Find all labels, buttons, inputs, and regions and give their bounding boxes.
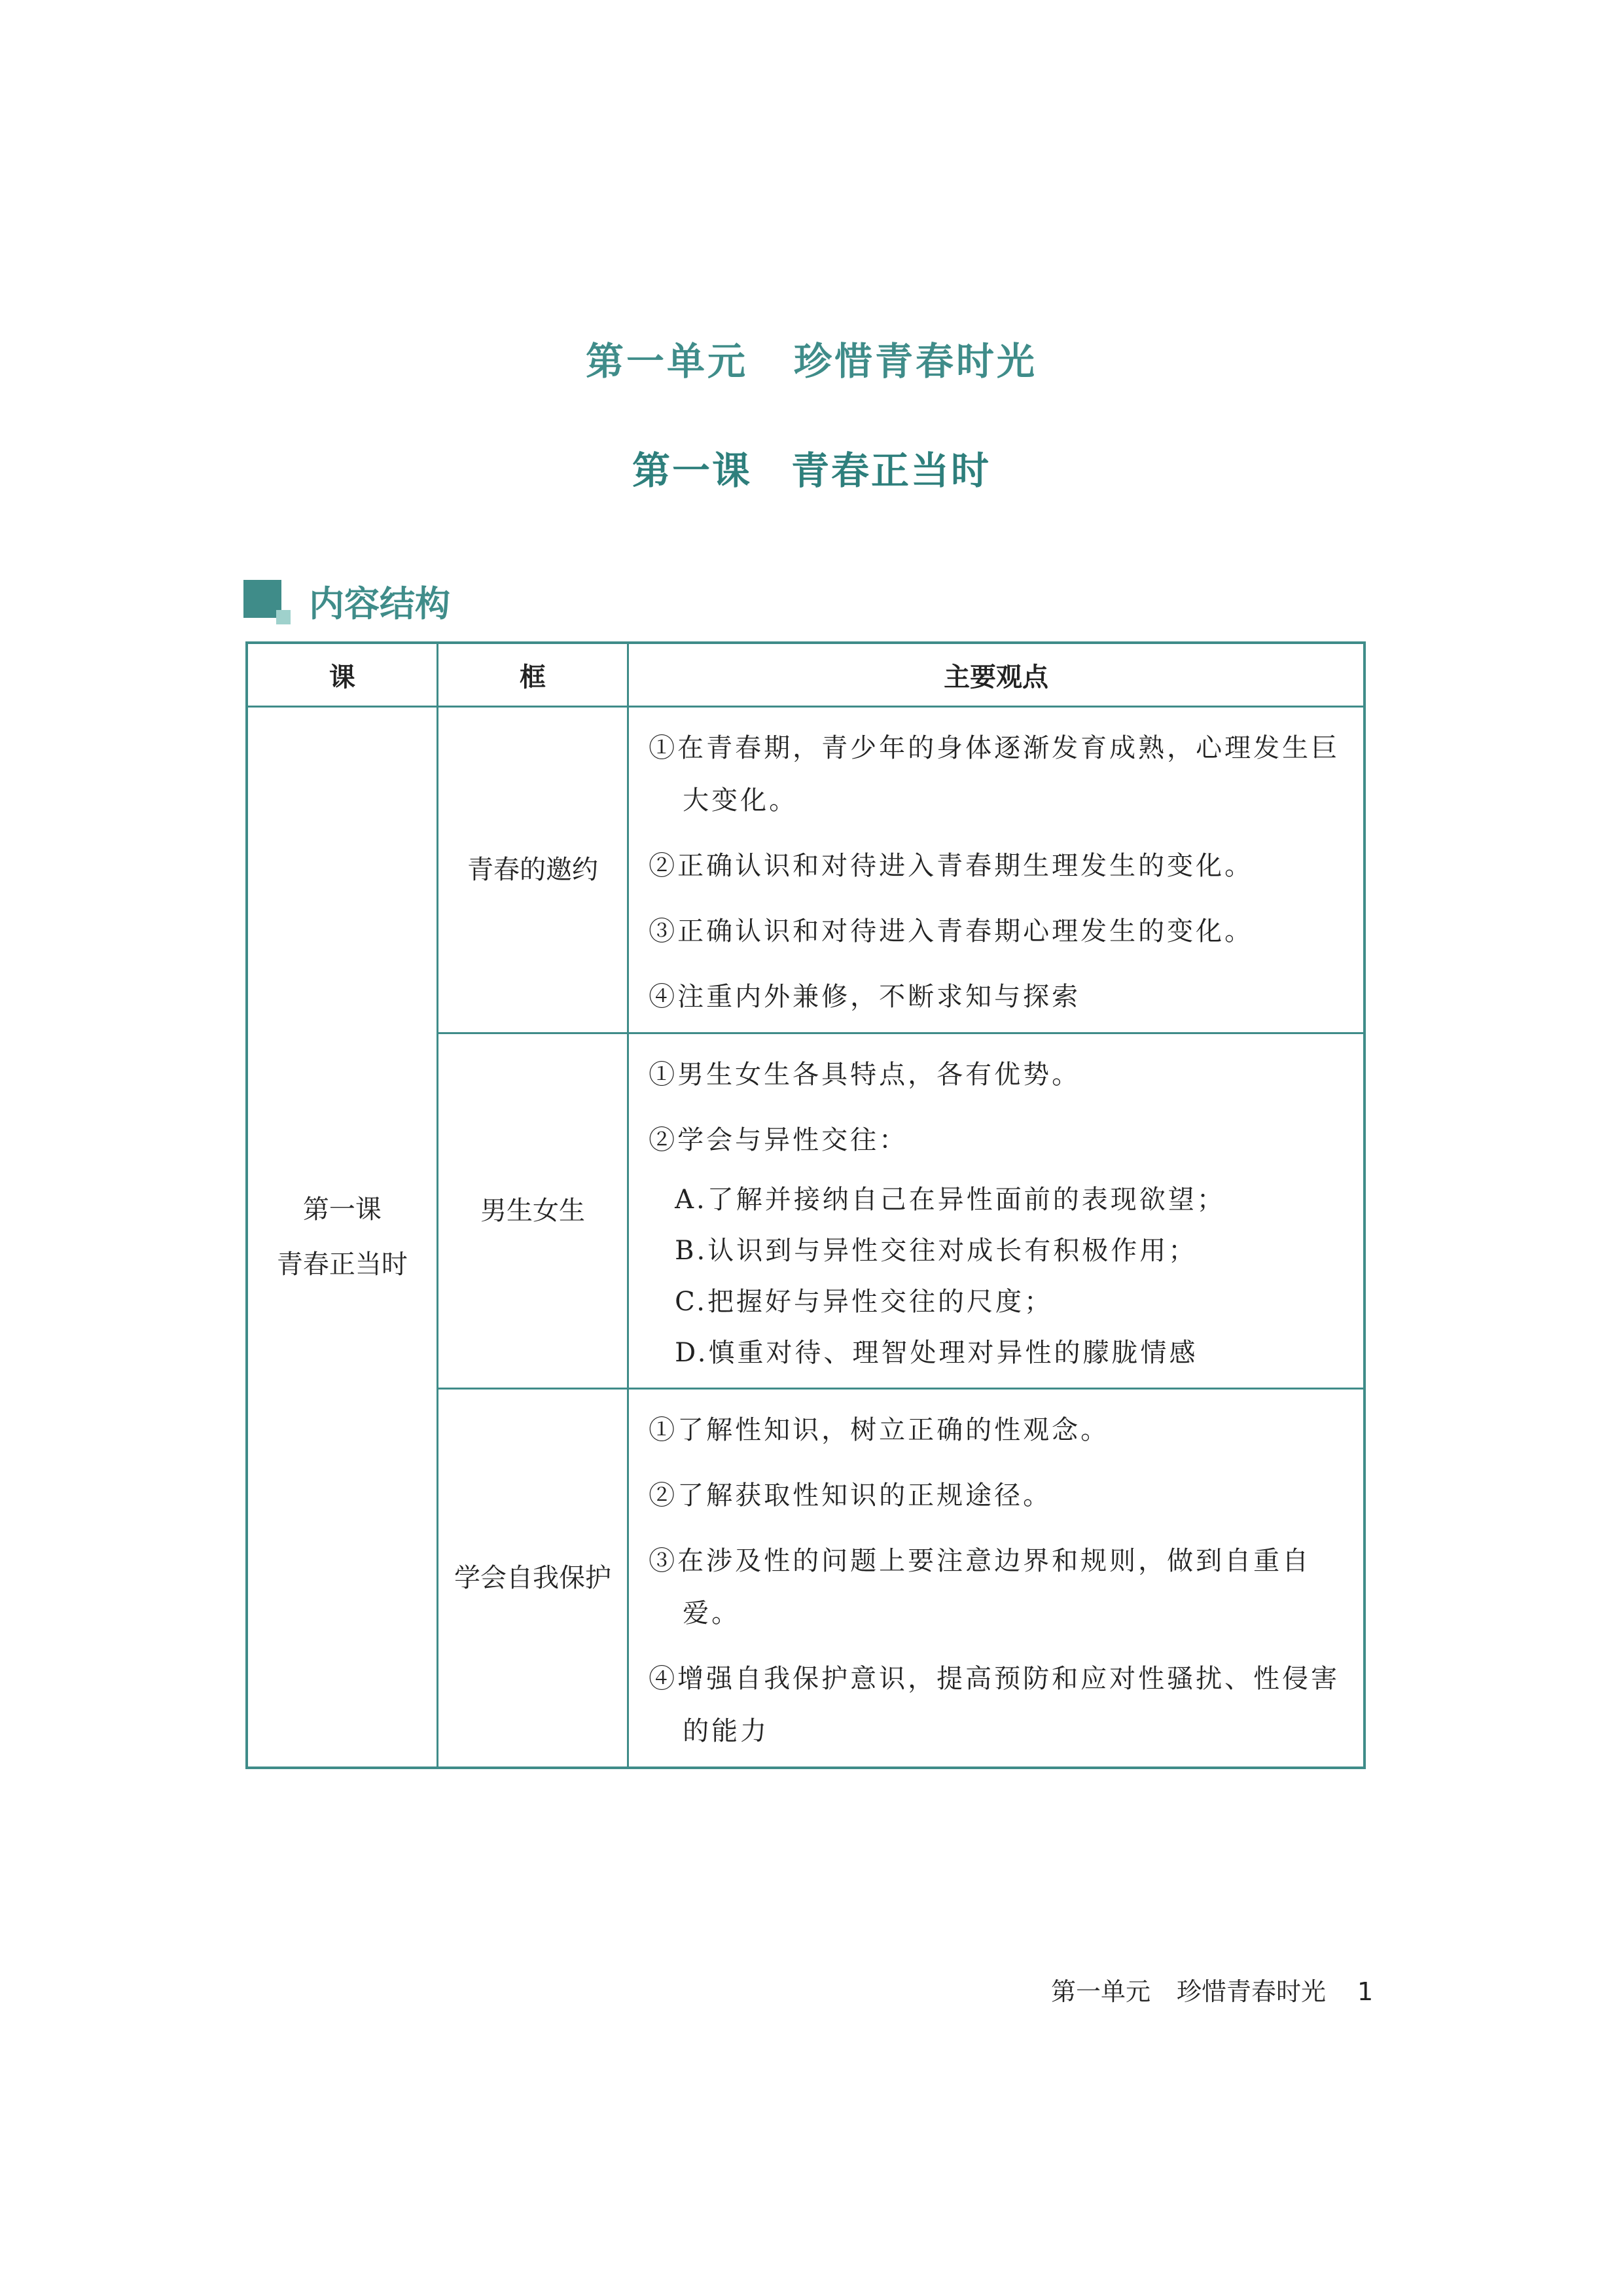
sub-point-item: B.认识到与异性交往对成长有积极作用；	[675, 1236, 1198, 1266]
page-number: 1	[1357, 1977, 1374, 2006]
header-lesson: 课	[247, 643, 437, 707]
point-item: ④增强自我保护意识，提高预防和应对性骚扰、性侵害的能力	[649, 1664, 1340, 1746]
lesson-label: 第一课	[632, 448, 752, 493]
lesson-title	[0, 440, 1623, 495]
footer-unit-name: 珍惜青春时光	[1177, 1977, 1327, 2006]
point-item: ①了解性知识，树立正确的性观念。	[649, 1415, 1110, 1445]
lesson-cell-line2: 青春正当时	[276, 1249, 408, 1280]
point-item: ②了解获取性知识的正规途径。	[649, 1480, 1052, 1511]
point-item: ③在涉及性的问题上要注意边界和规则，做到自重自爱。	[649, 1546, 1311, 1628]
frame-cell: 男生女生	[437, 1033, 628, 1389]
point-item: ②学会与异性交往：	[649, 1125, 908, 1155]
lesson-cell	[247, 707, 437, 1768]
frame-cell: 学会自我保护	[437, 1389, 628, 1768]
points-cell	[628, 1389, 1364, 1768]
sub-point-item: D.慎重对待、理智处理对异性的朦胧情感	[675, 1338, 1198, 1368]
unit-title	[0, 331, 1623, 386]
points-cell	[628, 1033, 1364, 1389]
sub-point-item: C.把握好与异性交往的尺度；	[675, 1287, 1054, 1317]
content-structure-table	[245, 641, 1366, 1769]
header-main-points: 主要观点	[628, 643, 1364, 707]
point-item: ①在青春期，青少年的身体逐渐发育成熟，心理发生巨大变化。	[649, 733, 1340, 816]
sub-point-list	[649, 1174, 1357, 1378]
table-row	[247, 707, 1364, 1033]
point-item: ①男生女生各具特点，各有优势。	[649, 1060, 1081, 1090]
page-footer	[1051, 1971, 1373, 2007]
point-item: ②正确认识和对待进入青春期生理发生的变化。	[649, 851, 1254, 881]
lesson-cell-line1: 第一课	[302, 1194, 382, 1225]
point-item: ③正确认识和对待进入青春期心理发生的变化。	[649, 916, 1254, 946]
unit-label: 第一单元	[585, 339, 748, 384]
frame-cell: 青春的邀约	[437, 707, 628, 1033]
footer-unit-label: 第一单元	[1051, 1977, 1151, 2006]
point-item: ④注重内外兼修，不断求知与探索	[649, 982, 1081, 1012]
table-header-row	[247, 643, 1364, 707]
section-small-square-icon	[276, 610, 291, 624]
lesson-name: 青春正当时	[791, 448, 991, 493]
section-title: 内容结构	[309, 583, 450, 624]
unit-name: 珍惜青春时光	[794, 339, 1038, 384]
header-frame: 框	[437, 643, 628, 707]
points-cell	[628, 707, 1364, 1033]
sub-point-item: A.了解并接纳自己在异性面前的表现欲望；	[675, 1185, 1226, 1215]
